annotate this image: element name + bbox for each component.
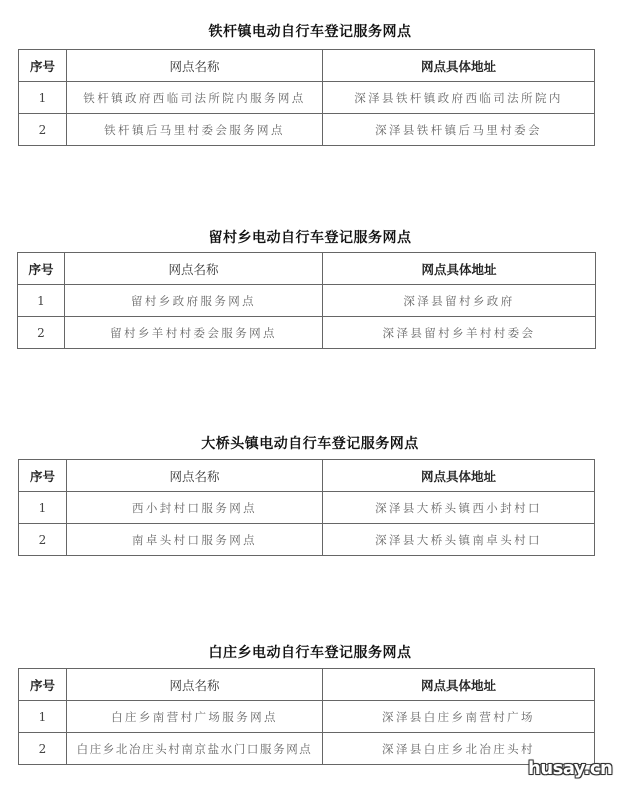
cell-address: 深泽县大桥头镇西小封村口 (323, 492, 595, 524)
service-points-table (17, 252, 596, 349)
header-index: 序号 (18, 253, 65, 285)
table-header-row (19, 669, 595, 701)
header-index: 序号 (19, 50, 67, 82)
table-row (19, 82, 595, 114)
table-row (18, 285, 596, 317)
cell-name: 白庄乡南营村广场服务网点 (67, 701, 323, 733)
header-name: 网点名称 (65, 253, 323, 285)
table-header-row (18, 253, 596, 285)
table-header-row (19, 50, 595, 82)
cell-address: 深泽县留村乡羊村村委会 (323, 317, 596, 349)
cell-address: 深泽县白庄乡南营村广场 (323, 701, 595, 733)
section-title: 留村乡电动自行车登记服务网点 (208, 230, 412, 246)
table-row (19, 524, 595, 556)
site-watermark: husay.cn (528, 758, 613, 779)
section-title: 白庄乡电动自行车登记服务网点 (208, 645, 412, 661)
header-index: 序号 (19, 669, 67, 701)
header-address: 网点具体地址 (323, 253, 596, 285)
cell-index: 1 (18, 285, 65, 317)
cell-name: 南卓头村口服务网点 (67, 524, 323, 556)
header-name: 网点名称 (67, 50, 323, 82)
cell-address: 深泽县白庄乡北冶庄头村 (323, 733, 595, 765)
cell-address: 深泽县留村乡政府 (323, 285, 596, 317)
cell-address: 深泽县铁杆镇政府西临司法所院内 (323, 82, 595, 114)
table-row (19, 733, 595, 765)
service-points-table (18, 459, 595, 556)
cell-address: 深泽县大桥头镇南卓头村口 (323, 524, 595, 556)
cell-name: 铁杆镇后马里村委会服务网点 (67, 114, 323, 146)
table-row (19, 114, 595, 146)
table-row (19, 701, 595, 733)
cell-index: 2 (19, 524, 67, 556)
cell-index: 1 (19, 82, 67, 114)
service-points-table (18, 49, 595, 146)
section-title: 铁杆镇电动自行车登记服务网点 (208, 24, 412, 40)
table-row (19, 492, 595, 524)
section-title: 大桥头镇电动自行车登记服务网点 (201, 436, 419, 452)
table-header-row (19, 460, 595, 492)
header-address: 网点具体地址 (323, 669, 595, 701)
cell-index: 2 (19, 733, 67, 765)
cell-index: 1 (19, 492, 67, 524)
header-address: 网点具体地址 (323, 460, 595, 492)
cell-name: 铁杆镇政府西临司法所院内服务网点 (67, 82, 323, 114)
cell-index: 1 (19, 701, 67, 733)
header-name: 网点名称 (67, 460, 323, 492)
table-row (18, 317, 596, 349)
service-points-table (18, 668, 595, 765)
header-name: 网点名称 (67, 669, 323, 701)
cell-name: 白庄乡北冶庄头村南京盐水门口服务网点 (67, 733, 323, 765)
cell-name: 留村乡政府服务网点 (65, 285, 323, 317)
header-address: 网点具体地址 (323, 50, 595, 82)
cell-index: 2 (19, 114, 67, 146)
cell-name: 西小封村口服务网点 (67, 492, 323, 524)
cell-index: 2 (18, 317, 65, 349)
cell-address: 深泽县铁杆镇后马里村委会 (323, 114, 595, 146)
header-index: 序号 (19, 460, 67, 492)
cell-name: 留村乡羊村村委会服务网点 (65, 317, 323, 349)
